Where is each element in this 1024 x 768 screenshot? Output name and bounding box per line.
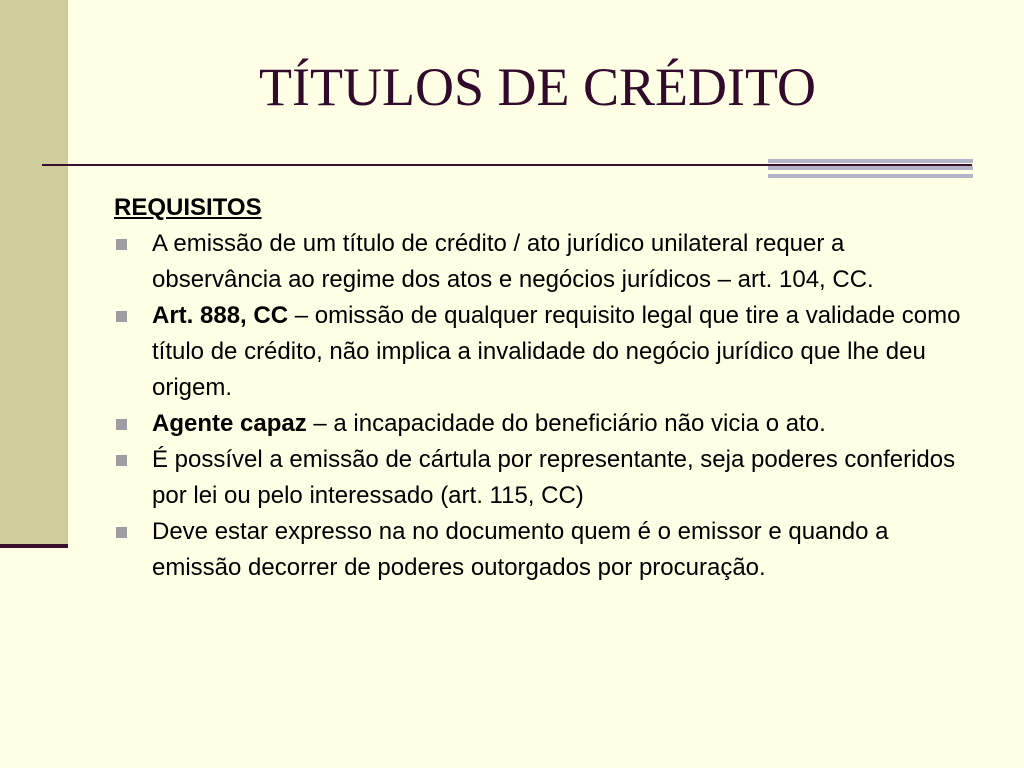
square-bullet-icon bbox=[116, 239, 127, 250]
bullet-text bbox=[152, 442, 974, 514]
bullet-body: É possível a emissão de cártula por representante, seja poderes conferidos por lei ou pelo interessado (art. 115, CC) bbox=[152, 446, 956, 509]
bullet-body: A emissão de um título de crédito / ato jurídico unilateral requer a observância ao regime dos atos e negócios jurídicos – art. 104, CC. bbox=[152, 230, 874, 293]
accent-bar-middle bbox=[768, 166, 973, 170]
bullet-text bbox=[152, 226, 974, 298]
accent-bar-bottom bbox=[768, 174, 973, 178]
square-bullet-icon bbox=[116, 527, 127, 538]
square-bullet-icon bbox=[116, 419, 127, 430]
bullet-body: – omissão de qualquer requisito legal que tire a validade como título de crédito, não implica a invalidade do negócio jurídico que lhe deu origem. bbox=[152, 302, 961, 401]
bullet-text bbox=[152, 514, 974, 586]
bullet-item bbox=[114, 406, 974, 442]
accent-bar-top bbox=[768, 159, 973, 163]
bullet-bold-lead: Agente capaz bbox=[152, 410, 307, 437]
bullet-item bbox=[114, 514, 974, 586]
left-decorative-rule bbox=[0, 544, 68, 548]
square-bullet-icon bbox=[116, 311, 127, 322]
bullet-list bbox=[114, 226, 974, 586]
slide-title: TÍTULOS DE CRÉDITO bbox=[259, 57, 816, 117]
bullet-item bbox=[114, 226, 974, 298]
bullet-text bbox=[152, 406, 974, 442]
section-heading: REQUISITOS bbox=[114, 194, 262, 221]
bullet-item bbox=[114, 442, 974, 514]
bullet-bold-lead: Art. 888, CC bbox=[152, 302, 289, 329]
slide-content bbox=[114, 190, 974, 586]
bullet-text bbox=[152, 298, 974, 406]
bullet-body: Deve estar expresso na no documento quem é o emissor e quando a emissão decorrer de poderes outorgados por procuração. bbox=[152, 518, 889, 581]
bullet-item bbox=[114, 298, 974, 406]
bullet-body: – a incapacidade do beneficiário não vicia o ato. bbox=[306, 410, 826, 437]
square-bullet-icon bbox=[116, 455, 127, 466]
